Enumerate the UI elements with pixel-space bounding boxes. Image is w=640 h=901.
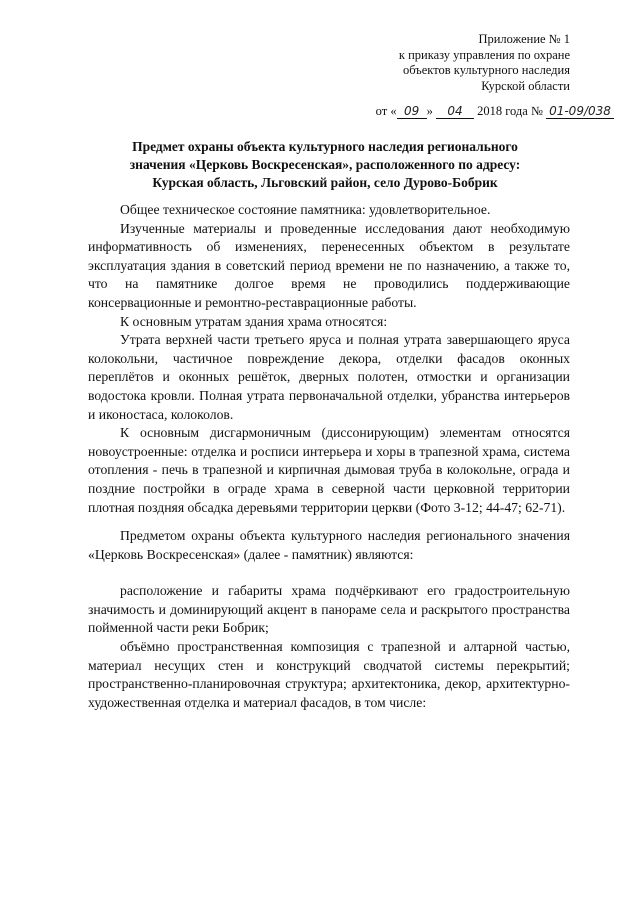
paragraph-dissonant-elements: К основным дисгармоничным (диссонирующим) элементам относятся новоустроенные: отделка и росписи интерьера и хоры в трапезной храма, система отопления - печь в трапезной и кирпичная дымовая труба в колокольне, ограда и поздние постройки в ограде храма в северной части церковной территории плотная поздняя обсадка деревьями территории церкви (Фото 3-12; 44-47; 62-71).	[88, 425, 570, 515]
handwritten-order-number: 01-09/038	[546, 105, 614, 119]
paragraph-losses-intro: К основным утратам здания храма относятся:	[120, 313, 388, 329]
handwritten-day: 09	[397, 105, 427, 119]
title-line-2: значения «Церковь Воскресенская», расположенного по адресу:	[129, 157, 521, 172]
paragraph-general-condition: Общее техническое состояние памятника: удовлетворительное.	[120, 202, 491, 217]
year-text: 2018 года №	[477, 104, 543, 118]
body-section-protection	[88, 527, 570, 712]
date-mid: »	[426, 104, 433, 118]
body-section-condition	[88, 201, 570, 517]
paragraph-research: Изученные материалы и проведенные исследования дают необходимую информативность об изменениях, перенесенных объектом в результате эксплуатация здания в советский период времени не по назначению, а также то, что на памятнике долгое время не проводились поддерживающие консервационные и ремонтно-реставрационные работы.	[88, 220, 570, 310]
title-line-1: Предмет охраны объекта культурного наследия регионального	[132, 139, 518, 154]
order-date-line	[376, 104, 614, 119]
title-line-3: Курская область, Льговский район, село Дурово-Бобрик	[152, 175, 498, 190]
appendix-header	[310, 32, 570, 94]
date-prefix: от «	[375, 104, 397, 118]
appendix-line-1: Приложение № 1	[478, 32, 570, 46]
handwritten-month: 04	[436, 105, 474, 119]
document-title	[90, 138, 560, 192]
appendix-line-2: к приказу управления по охране	[398, 47, 570, 62]
paragraph-gap	[88, 564, 570, 582]
paragraph-composition: объёмно пространственная композиция с трапезной и алтарной частью, материал несущих стен и конструкций сводчатой системы перекрытий; пространственно-планировочная структура; архитектоника, декор, архитектурно-художественная отделка и материал фасадов, в том числе:	[88, 638, 570, 710]
appendix-line-4: Курской области	[481, 78, 570, 93]
paragraph-protection-subject: Предметом охраны объекта культурного наследия регионального значения «Церковь Воскресенская» (далее - памятник) являются:	[88, 528, 570, 562]
paragraph-location: расположение и габариты храма подчёркивают его градостроительную значимость и доминирующий акцент в панораме села и раскрытого пространства пойменной части реки Бобрик;	[88, 583, 570, 636]
appendix-line-3: объектов культурного наследия	[403, 63, 570, 77]
paragraph-losses: Утрата верхней части третьего яруса и полная утрата завершающего яруса колокольни, частичное повреждение декора, отделки фасадов оконных переплётов и оконных решёток, дверных полотен, отмостки и организации водостока кровли. Полная утрата первоначальной отделки, убранства интерьеров и иконостаса, колоколов.	[88, 332, 570, 422]
